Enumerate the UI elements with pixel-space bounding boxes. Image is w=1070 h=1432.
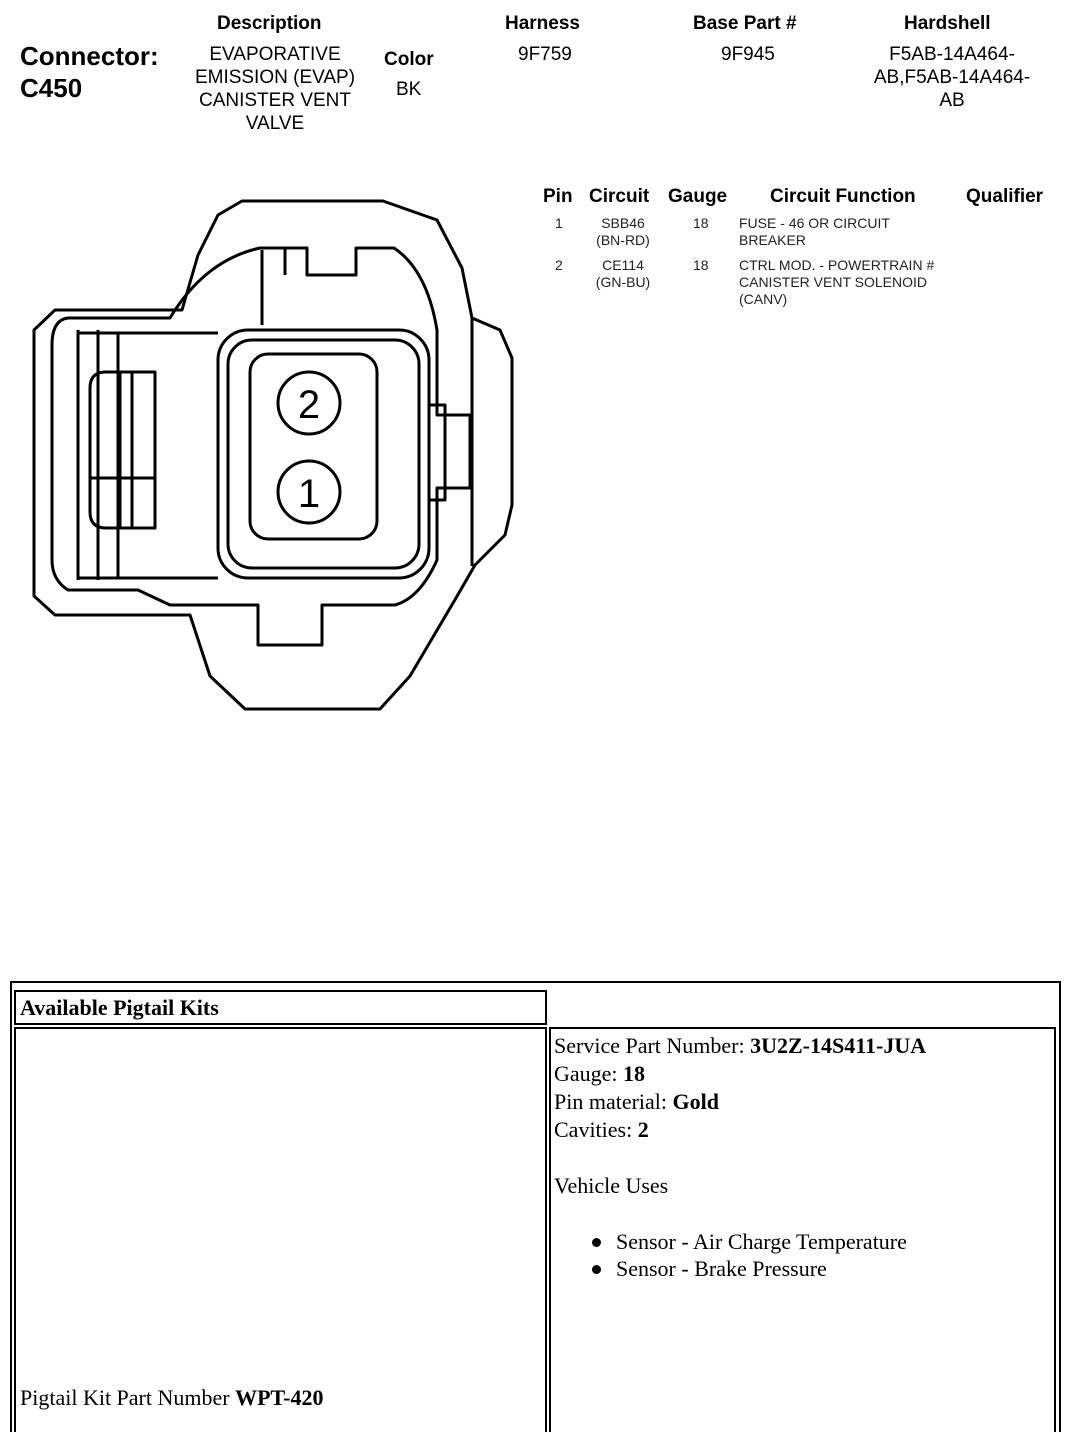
pigtail-kit-cell	[14, 1027, 547, 1432]
pin-col-header: Pin	[543, 186, 573, 207]
pigtail-title: Available Pigtail Kits	[20, 995, 219, 1020]
connector-label: Connector:	[20, 41, 159, 71]
pin-2-marker	[278, 372, 340, 434]
vehicle-use-item: Sensor - Air Charge Temperature	[554, 1228, 926, 1255]
vehicle-uses-list	[554, 1228, 926, 1282]
connector-title	[20, 40, 159, 104]
qualifier-col-header: Qualifier	[966, 186, 1044, 207]
row2-gauge: 18	[693, 257, 709, 273]
pigtail-title-cell	[14, 990, 547, 1025]
function-col-header: Circuit Function	[770, 186, 916, 207]
row2-function: CTRL MOD. - POWERTRAIN # CANISTER VENT SOLENOID (CANV)	[739, 257, 935, 307]
row1-circuit: SBB46 (BN-RD)	[596, 215, 650, 248]
row1-pin: 1	[555, 215, 563, 231]
color-value: BK	[396, 79, 422, 100]
harness-value: 9F759	[518, 44, 572, 65]
gauge-col-header: Gauge	[668, 186, 728, 207]
description-header: Description	[217, 13, 322, 34]
pin-2-label: 2	[297, 383, 321, 427]
connector-id: C450	[20, 73, 83, 103]
row2-circuit: CE114 (GN-BU)	[595, 257, 651, 290]
pigtail-details	[554, 1032, 926, 1282]
service-part-number: Service Part Number: 3U2Z-14S411-JUA	[554, 1033, 927, 1058]
row2-pin: 2	[555, 257, 563, 273]
pin-1-label: 1	[297, 472, 321, 516]
vehicle-uses-title: Vehicle Uses	[554, 1173, 669, 1198]
pigtail-details-cell	[549, 1027, 1056, 1432]
description-value: EVAPORATIVE EMISSION (EVAP) CANISTER VENT VALVE	[194, 44, 356, 134]
hardshell-value: F5AB-14A464- AB,F5AB-14A464- AB	[873, 44, 1031, 111]
base-part-header: Base Part #	[693, 13, 797, 34]
circuit-col-header: Circuit	[589, 186, 650, 207]
pigtail-gauge: Gauge: 18	[554, 1061, 646, 1086]
base-part-value: 9F945	[721, 44, 775, 65]
row1-gauge: 18	[693, 215, 709, 231]
harness-header: Harness	[505, 13, 580, 34]
pigtail-kit-number: Pigtail Kit Part Number WPT-420	[20, 1385, 324, 1410]
color-header: Color	[384, 49, 434, 70]
pin-material: Pin material: Gold	[554, 1089, 719, 1114]
row1-function: FUSE - 46 OR CIRCUIT BREAKER	[739, 215, 890, 248]
vehicle-use-item: Sensor - Brake Pressure	[554, 1255, 926, 1282]
hardshell-header: Hardshell	[904, 13, 991, 34]
connector-face-diagram	[0, 180, 540, 740]
pin-1-marker	[278, 461, 340, 523]
cavities: Cavities: 2	[554, 1117, 649, 1142]
